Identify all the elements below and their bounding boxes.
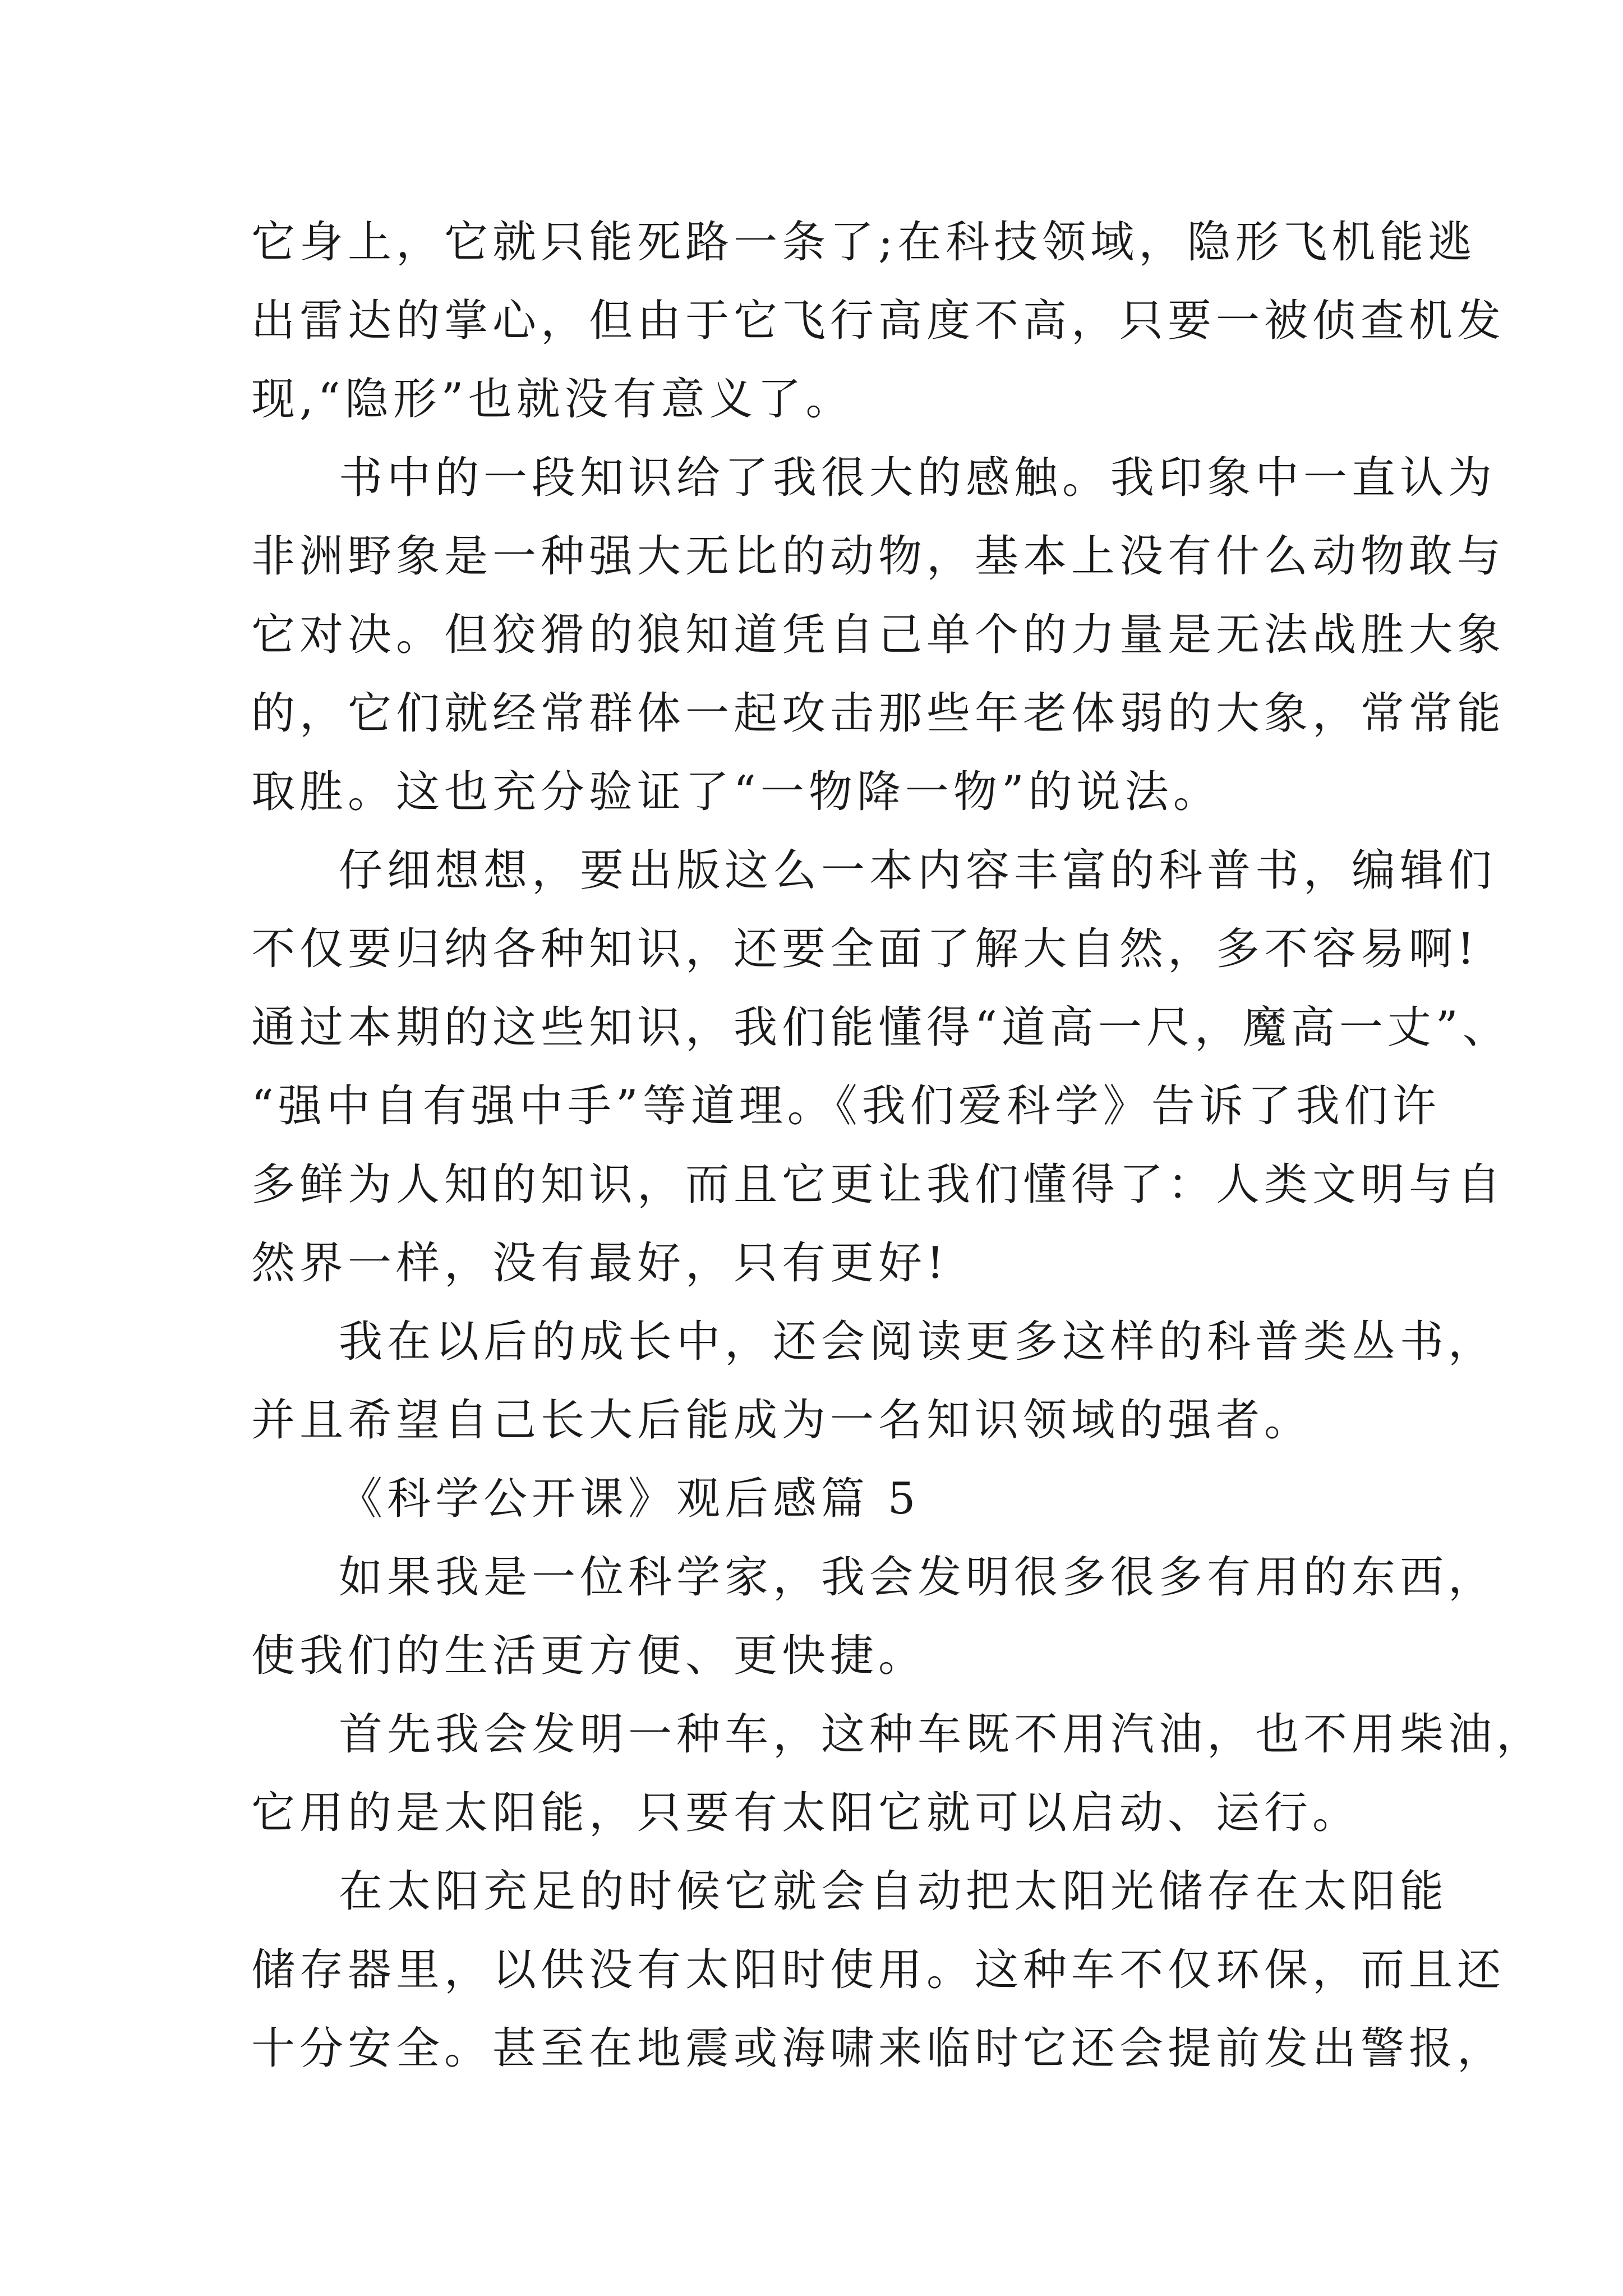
paragraph-first-line: 如果我是一位科学家，我会发明很多很多有用的东西， [339, 1552, 1497, 1603]
text-line: 现,“隐形”也就没有意义了。 [251, 374, 854, 425]
text-line: 使我们的生活更方便、更快捷。 [251, 1631, 927, 1681]
text-line: 非洲野象是一种强大无比的动物，基本上没有什么动物敢与 [251, 531, 1506, 582]
text-line: 它用的是太阳能，只要有太阳它就可以启动、运行。 [251, 1788, 1361, 1838]
text-line: 的，它们就经常群体一起攻击那些年老体弱的大象，常常能 [251, 688, 1506, 739]
text-line: 它身上，它就只能死路一条了;在科技领域，隐形飞机能逃 [251, 217, 1477, 268]
text-line: 不仅要归纳各种知识，还要全面了解大自然，多不容易啊! [251, 924, 1479, 974]
text-line: 出雷达的掌心，但由于它飞行高度不高，只要一被侦查机发 [251, 296, 1506, 346]
paragraph-first-line: 我在以后的成长中，还会阅读更多这样的科普类丛书， [339, 1317, 1497, 1367]
text-line: 并且希望自己长大后能成为一名知识领域的强者。 [251, 1395, 1313, 1446]
text-line: 取胜。这也充分验证了“一物降一物”的说法。 [251, 767, 1221, 817]
text-line: 然界一样，没有最好，只有更好! [251, 1238, 949, 1289]
paragraph-first-line: 在太阳充足的时候它就会自动把太阳光储存在太阳能 [339, 1866, 1449, 1917]
section-heading: 《科学公开课》观后感篇 5 [339, 1474, 920, 1524]
text-line: “强中自有强中手”等道理。《我们爱科学》告诉了我们许 [251, 1081, 1441, 1131]
paragraph-first-line: 首先我会发明一种车，这种车既不用汽油，也不用柴油， [339, 1709, 1545, 1760]
paragraph-first-line: 仔细想想，要出版这么一本内容丰富的科普书，编辑们 [339, 845, 1497, 896]
text-line: 它对决。但狡猾的狼知道凭自己单个的力量是无法战胜大象 [251, 610, 1506, 660]
text-line: 多鲜为人知的知识，而且它更让我们懂得了：人类文明与自 [251, 1159, 1506, 1210]
text-line: 通过本期的这些知识，我们能懂得“道高一尺，魔高一丈”、 [251, 1002, 1511, 1053]
paragraph-first-line: 书中的一段知识给了我很大的感触。我印象中一直认为 [339, 453, 1497, 503]
text-line: 十分安全。甚至在地震或海啸来临时它还会提前发出警报， [251, 2023, 1506, 2074]
text-line: 储存器里，以供没有太阳时使用。这种车不仅环保，而且还 [251, 1945, 1506, 1995]
